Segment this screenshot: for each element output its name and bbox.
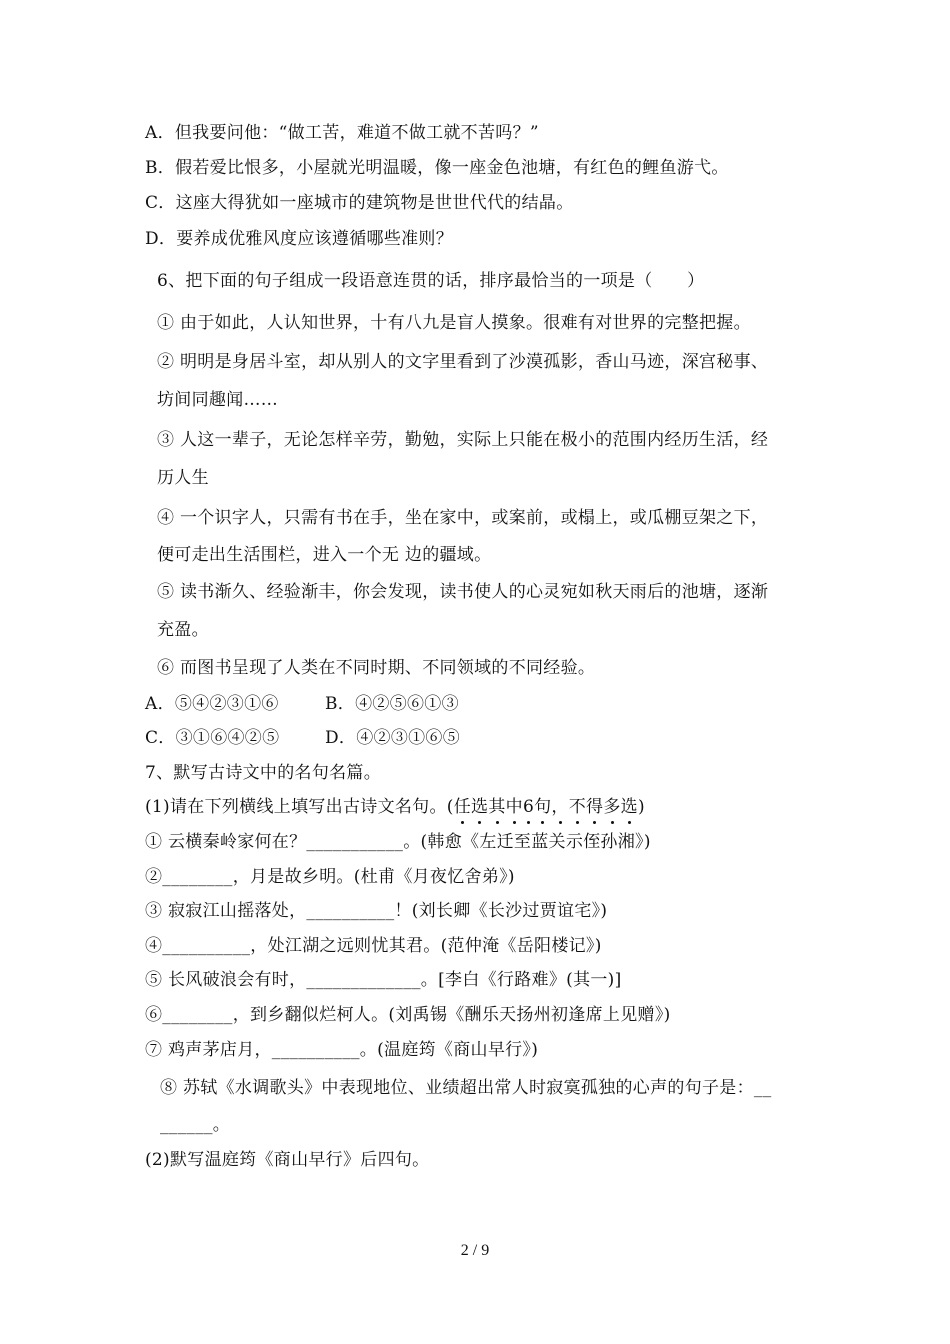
q5-option-d: D．要养成优雅风度应该遵循哪些准则？ [145,229,454,249]
q6-stem: 6、把下面的句子组成一段语意连贯的话，排序最恰当的一项是（ ） [157,271,705,291]
q7-item-3: ③ 寂寂江山摇落处，__________！(刘长卿《长沙过贾谊宅》) [145,901,608,921]
emphasis-char: 其 [488,797,506,817]
q6-option-c: C．③①⑥④②⑤ [145,728,280,748]
emphasis-char: ， [551,797,569,817]
q6-sentence-1: ① 由于如此，人认知世界，十有八九是盲人摸象。很难有对世界的完整把握。 [157,313,751,333]
q7-item-2: ②________，月是故乡明。(杜甫《月夜忆舍弟》) [145,867,515,887]
q7-item-6: ⑥________，到乡翻似烂柯人。(刘禹锡《酬乐天扬州初逢席上见赠》) [145,1005,671,1025]
q7-item-8a: ⑧ 苏轼《水调歌头》中表现地位、业绩超出常人时寂寞孤独的心声的句子是：__ [160,1078,772,1098]
q7-part1-prefix: (1)请在下列横线上填写出古诗文名句。( [145,797,454,817]
q7-item-7: ⑦ 鸡声茅店月，__________。(温庭筠《商山早行》) [145,1040,539,1060]
q5-option-a: A．但我要问他：“做工苦，难道不做工就不苦吗？” [145,123,539,143]
q7-item-1: ① 云横秦岭家何在？___________。(韩愈《左迁至蓝关示侄孙湘》) [145,832,651,852]
emphasis-char: 多 [603,797,621,817]
q7-part1-suffix: ) [637,797,645,817]
q5-option-c: C．这座大得犹如一座城市的建筑物是世世代代的结晶。 [145,193,574,213]
q6-sentence-5a: ⑤ 读书渐久、经验渐丰，你会发现，读书使人的心灵宛如秋天雨后的池塘，逐渐 [157,582,769,602]
q7-part1-emphasis [454,797,638,817]
emphasis-char: 得 [586,797,604,817]
q6-sentence-4a: ④ 一个识字人，只需有书在手，坐在家中，或案前，或榻上，或瓜棚豆架之下， [157,508,769,528]
q6-sentence-4b: 便可走出生活围栏，进入一个无 边的疆域。 [157,545,492,565]
q7-item-5: ⑤ 长风破浪会有时，_____________。[李白《行路难》(其一)] [145,970,622,990]
q6-sentence-6: ⑥ 而图书呈现了人类在不同时期、不同领域的不同经验。 [157,658,596,678]
emphasis-char: 句 [534,797,552,817]
emphasis-char: 选 [471,797,489,817]
q6-sentence-3b: 历人生 [157,468,209,488]
q7-part1-instruction [145,795,645,819]
q6-sentence-2a: ② 明明是身居斗室，却从别人的文字里看到了沙漠孤影，香山马迹，深宫秘事、 [157,352,769,372]
q6-sentence-5b: 充盈。 [157,620,209,640]
q6-option-b: B．④②⑤⑥①③ [325,694,459,714]
emphasis-char: 中 [505,797,523,817]
q7-item-8b: ______。 [160,1115,231,1135]
q7-stem: 7、默写古诗文中的名句名篇。 [145,763,382,783]
q6-sentence-3a: ③ 人这一辈子，无论怎样辛劳，勤勉，实际上只能在极小的范围内经历生活，经 [157,430,769,450]
emphasis-char: 不 [568,797,587,817]
q6-option-a: A．⑤④②③①⑥ [145,694,279,714]
emphasis-char: 选 [620,797,638,817]
emphasis-char: 任 [453,797,472,817]
q7-item-4: ④__________，处江湖之远则忧其君。(范仲淹《岳阳楼记》) [145,936,602,956]
page-number: 2 / 9 [460,1242,490,1259]
q5-option-b: B．假若爱比恨多，小屋就光明温暖，像一座金色池塘，有红色的鲤鱼游弋。 [145,158,729,178]
q6-option-d: D．④②③①⑥⑤ [325,728,461,748]
q6-sentence-2b: 坊间同趣闻…… [157,390,279,410]
emphasis-char: 6 [522,797,535,817]
q7-part2: (2)默写温庭筠《商山早行》后四句。 [145,1150,430,1170]
